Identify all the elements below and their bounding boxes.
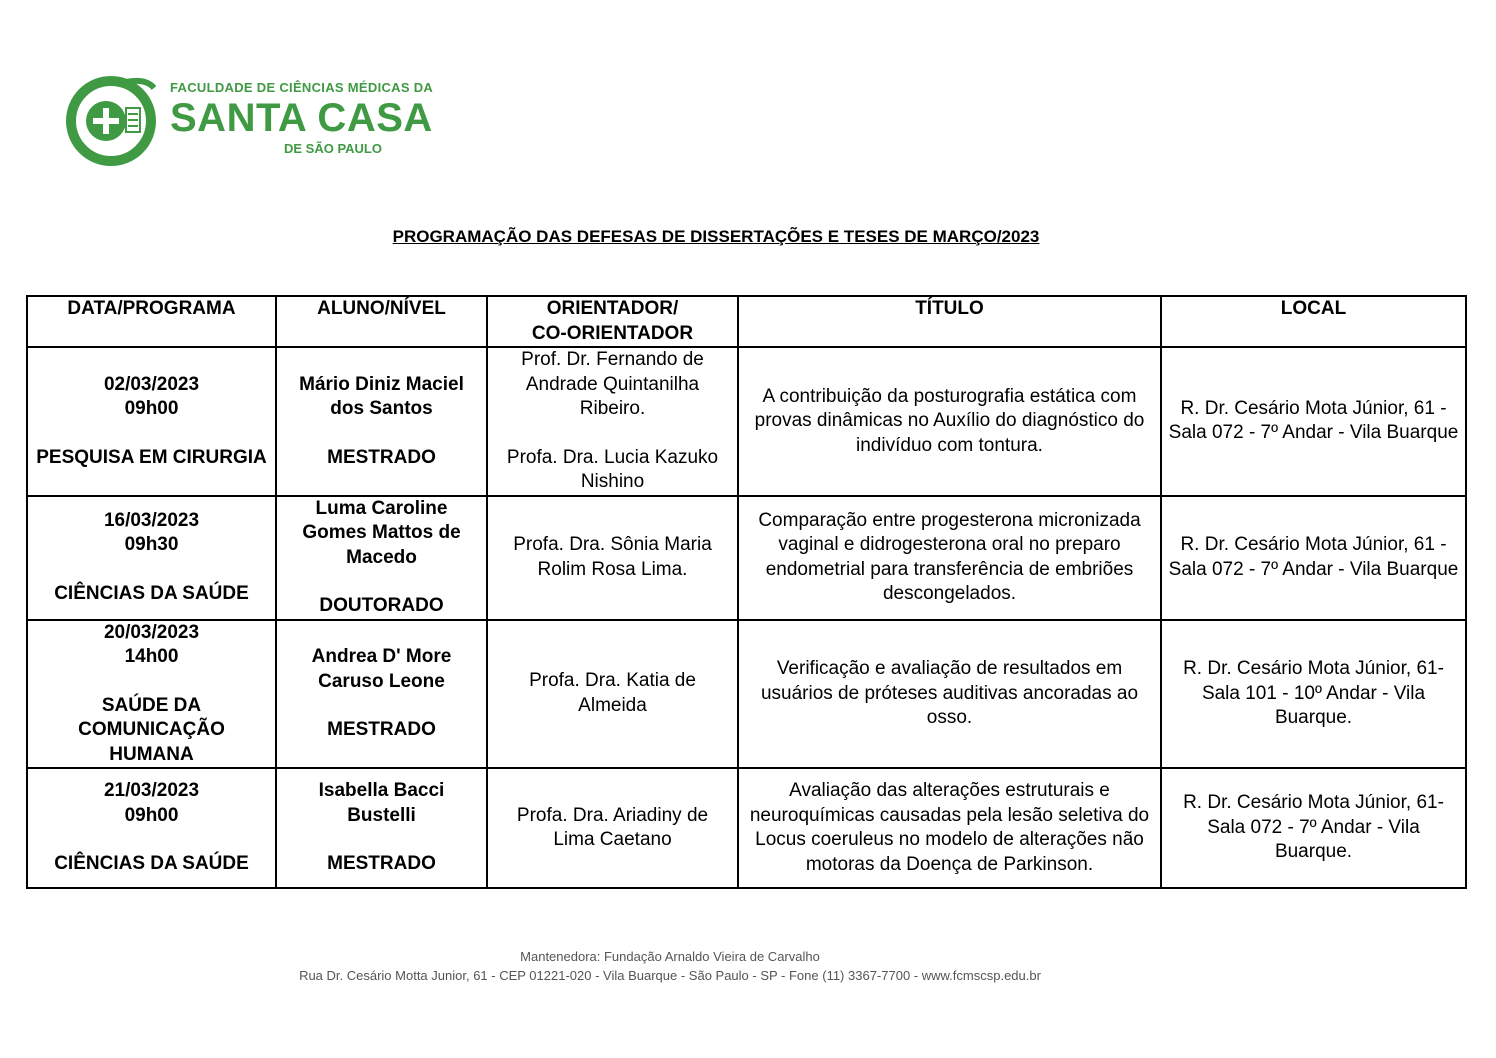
header-orientador bbox=[487, 296, 738, 347]
logo-line-1: FACULDADE DE CIÊNCIAS MÉDICAS DA bbox=[170, 80, 434, 95]
defense-date: 16/03/2023 bbox=[103, 509, 200, 531]
defense-location: R. Dr. Cesário Mota Júnior, 61- Sala 101 - 10º Andar - Vila Buarque. bbox=[1161, 620, 1466, 769]
defense-location: R. Dr. Cesário Mota Júnior, 61 - Sala 072 - 7º Andar - Vila Buarque bbox=[1161, 347, 1466, 496]
defense-location: R. Dr. Cesário Mota Júnior, 61 - Sala 072 - 7º Andar - Vila Buarque bbox=[1161, 496, 1466, 620]
logo-line-3: DE SÃO PAULO bbox=[284, 141, 382, 156]
defense-time: 09h30 bbox=[124, 534, 179, 556]
degree-level: MESTRADO bbox=[327, 853, 436, 875]
header-data-programa: DATA/PROGRAMA bbox=[27, 296, 276, 347]
program-name: CIÊNCIAS DA SAÚDE bbox=[54, 853, 249, 875]
table-row bbox=[27, 496, 1466, 620]
header-titulo: TÍTULO bbox=[738, 296, 1161, 347]
header-local: LOCAL bbox=[1161, 296, 1466, 347]
table-row bbox=[27, 768, 1466, 888]
date-program-cell bbox=[27, 496, 276, 620]
date-program-cell bbox=[27, 620, 276, 769]
degree-level: DOUTORADO bbox=[319, 595, 444, 616]
coadvisor-name: Profa. Dra. Lucia Kazuko Nishino bbox=[506, 446, 719, 492]
date-program-cell bbox=[27, 347, 276, 496]
santa-casa-emblem-icon bbox=[66, 74, 162, 168]
footer-maintainer: Mantenedora: Fundação Arnaldo Vieira de Carvalho bbox=[520, 949, 820, 964]
advisor-name: Profa. Dra. Sônia Maria Rolim Rosa Lima. bbox=[513, 534, 712, 580]
advisor-name: Prof. Dr. Fernando de Andrade Quintanilha Ribeiro. bbox=[521, 349, 704, 419]
table-row bbox=[27, 347, 1466, 496]
footer-address: Rua Dr. Cesário Motta Junior, 61 - CEP 01221-020 - Vila Buarque - São Paulo - SP - Fone (11) 3367-7700 - www.fcmscsp.edu.br bbox=[299, 968, 1041, 983]
program-name: PESQUISA EM CIRURGIA bbox=[36, 446, 267, 468]
program-name: SAÚDE DA COMUNICAÇÃO HUMANA bbox=[78, 694, 225, 765]
defense-time: 09h00 bbox=[124, 398, 179, 419]
degree-level: MESTRADO bbox=[327, 719, 436, 740]
logo-line-2: SANTA CASA bbox=[170, 96, 433, 140]
table-row bbox=[27, 620, 1466, 769]
thesis-title: Comparação entre progesterona micronizada vaginal e didrogesterona oral no preparo endometrial para transferência de embriões descongelados. bbox=[738, 496, 1161, 620]
defense-schedule-table bbox=[26, 295, 1467, 889]
defense-time: 09h00 bbox=[124, 804, 179, 826]
advisor-name: Profa. Dra. Katia de Almeida bbox=[529, 670, 696, 716]
institution-logo bbox=[66, 74, 434, 168]
program-name: CIÊNCIAS DA SAÚDE bbox=[54, 582, 249, 604]
thesis-title: Avaliação das alterações estruturais e neuroquímicas causadas pela lesão seletiva do Locus coeruleus no modelo de alterações não motoras da Doença de Parkinson. bbox=[738, 768, 1161, 888]
header-orientador-line1: ORIENTADOR/ bbox=[546, 298, 679, 319]
student-name: Luma Caroline Gomes Mattos de Macedo bbox=[302, 497, 461, 568]
header-orientador-line2: CO-ORIENTADOR bbox=[531, 322, 694, 344]
student-level-cell bbox=[276, 496, 487, 620]
advisor-name: Profa. Dra. Ariadiny de Lima Caetano bbox=[516, 804, 709, 850]
student-name: Mário Diniz Maciel dos Santos bbox=[299, 373, 464, 419]
advisor-cell bbox=[487, 768, 738, 888]
defense-date: 21/03/2023 bbox=[103, 780, 200, 802]
defense-date: 20/03/2023 bbox=[103, 621, 200, 643]
table-header-row bbox=[27, 296, 1466, 347]
defense-date: 02/03/2023 bbox=[103, 373, 200, 395]
student-name: Andrea D' More Caruso Leone bbox=[311, 646, 452, 692]
defense-time: 14h00 bbox=[124, 646, 179, 667]
student-level-cell bbox=[276, 768, 487, 888]
thesis-title: Verificação e avaliação de resultados em usuários de próteses auditivas ancoradas ao osso. bbox=[738, 620, 1161, 769]
student-level-cell bbox=[276, 347, 487, 496]
student-level-cell bbox=[276, 620, 487, 769]
thesis-title: A contribuição da posturografia estática com provas dinâmicas no Auxílio do diagnóstico do indivíduo com tontura. bbox=[738, 347, 1161, 496]
defense-location: R. Dr. Cesário Mota Júnior, 61- Sala 072 - 7º Andar - Vila Buarque. bbox=[1161, 768, 1466, 888]
degree-level: MESTRADO bbox=[327, 446, 436, 468]
page-title: PROGRAMAÇÃO DAS DEFESAS DE DISSERTAÇÕES E TESES DE MARÇO/2023 bbox=[392, 227, 1040, 246]
date-program-cell bbox=[27, 768, 276, 888]
student-name: Isabella Bacci Bustelli bbox=[318, 780, 445, 826]
advisor-cell bbox=[487, 620, 738, 769]
advisor-cell bbox=[487, 347, 738, 496]
advisor-cell bbox=[487, 496, 738, 620]
header-aluno-nivel: ALUNO/NÍVEL bbox=[276, 296, 487, 347]
